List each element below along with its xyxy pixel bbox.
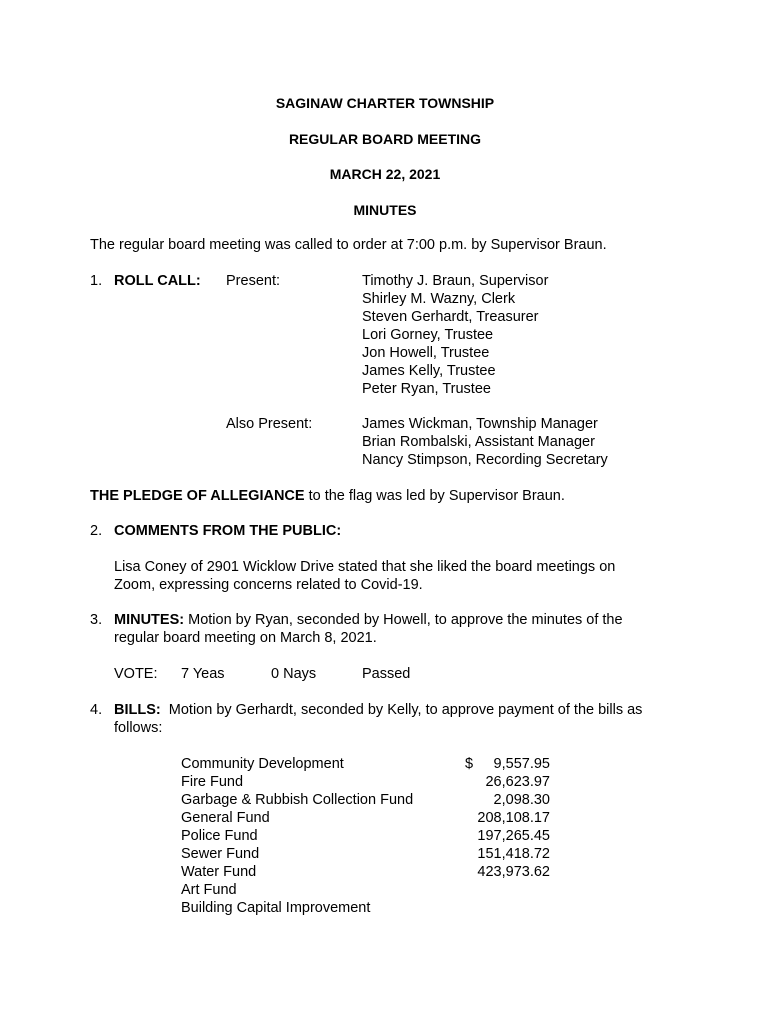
fund-name: Art Fund — [181, 882, 237, 898]
also-present-member: Nancy Stimpson, Recording Secretary — [362, 452, 608, 468]
fund-amount: 2,098.30 — [493, 792, 550, 808]
bills-line1-wrap — [114, 701, 642, 719]
organization-heading: SAGINAW CHARTER TOWNSHIP — [275, 95, 495, 111]
present-member: Jon Howell, Trustee — [362, 345, 490, 361]
vote-yeas: 7 Yeas — [181, 666, 225, 682]
present-member: Peter Ryan, Trustee — [362, 381, 491, 397]
present-label: Present: — [226, 273, 280, 289]
minutes-line1: Motion by Ryan, seconded by Howell, to approve the minutes of the — [184, 612, 623, 628]
intro-paragraph: The regular board meeting was called to order at 7:00 p.m. by Supervisor Braun. — [90, 237, 607, 253]
pledge-text: to the flag was led by Supervisor Braun. — [304, 488, 565, 504]
public-comments-number: 2. — [90, 523, 103, 539]
vote-result: Passed — [362, 666, 411, 682]
present-member: Shirley M. Wazny, Clerk — [362, 291, 516, 307]
fund-amounts — [470, 755, 550, 881]
bills-number: 4. — [90, 702, 103, 718]
fund-name: Water Fund — [181, 864, 257, 880]
fund-name: Community Development — [181, 756, 344, 772]
fund-amount: 423,973.62 — [477, 864, 550, 880]
present-member: Steven Gerhardt, Treasurer — [362, 309, 539, 325]
fund-amount: 197,265.45 — [477, 828, 550, 844]
minutes-line2: regular board meeting on March 8, 2021. — [114, 630, 377, 646]
vote-label: VOTE: — [114, 666, 158, 682]
also-present-member: James Wickman, Township Manager — [362, 416, 598, 432]
bills-line1: Motion by Gerhardt, seconded by Kelly, to approve payment of the bills as — [160, 702, 643, 718]
fund-names — [181, 755, 413, 917]
currency-symbol: $ — [465, 756, 474, 772]
present-list — [362, 272, 548, 398]
bills-label: BILLS: — [114, 702, 161, 718]
fund-name: Police Fund — [181, 828, 258, 844]
doc-type-heading: MINUTES — [353, 202, 417, 218]
also-present-member: Brian Rombalski, Assistant Manager — [362, 434, 595, 450]
public-comments-label: COMMENTS FROM THE PUBLIC: — [114, 523, 342, 539]
fund-amount: 151,418.72 — [477, 846, 550, 862]
bills-line2: follows: — [114, 720, 163, 736]
minutes-label: MINUTES: — [114, 612, 185, 628]
fund-name: General Fund — [181, 810, 270, 826]
fund-name: Building Capital Improvement — [181, 900, 371, 916]
fund-name: Garbage & Rubbish Collection Fund — [181, 792, 414, 808]
public-comments-line1: Lisa Coney of 2901 Wicklow Drive stated that she liked the board meetings on — [114, 559, 616, 575]
fund-amount: 9,557.95 — [493, 756, 550, 772]
present-member: James Kelly, Trustee — [362, 363, 496, 379]
meeting-heading: REGULAR BOARD MEETING — [288, 131, 482, 147]
vote-nays: 0 Nays — [271, 666, 317, 682]
minutes-number: 3. — [90, 612, 103, 628]
present-member: Timothy J. Braun, Supervisor — [362, 273, 549, 289]
pledge-bold-text: THE PLEDGE OF ALLEGIANCE — [90, 488, 305, 504]
also-present-list — [362, 415, 608, 469]
fund-name: Fire Fund — [181, 774, 244, 790]
fund-amount: 208,108.17 — [477, 810, 550, 826]
minutes-line1-wrap — [114, 611, 623, 629]
also-present-label: Also Present: — [226, 416, 313, 432]
present-member: Lori Gorney, Trustee — [362, 327, 494, 343]
fund-amount: 26,623.97 — [485, 774, 550, 790]
roll-call-label: ROLL CALL: — [114, 273, 201, 289]
pledge-paragraph — [90, 487, 565, 505]
fund-name: Sewer Fund — [181, 846, 260, 862]
public-comments-line2: Zoom, expressing concerns related to Covid-19. — [114, 577, 423, 593]
roll-call-number: 1. — [90, 273, 103, 289]
date-heading: MARCH 22, 2021 — [329, 166, 441, 182]
